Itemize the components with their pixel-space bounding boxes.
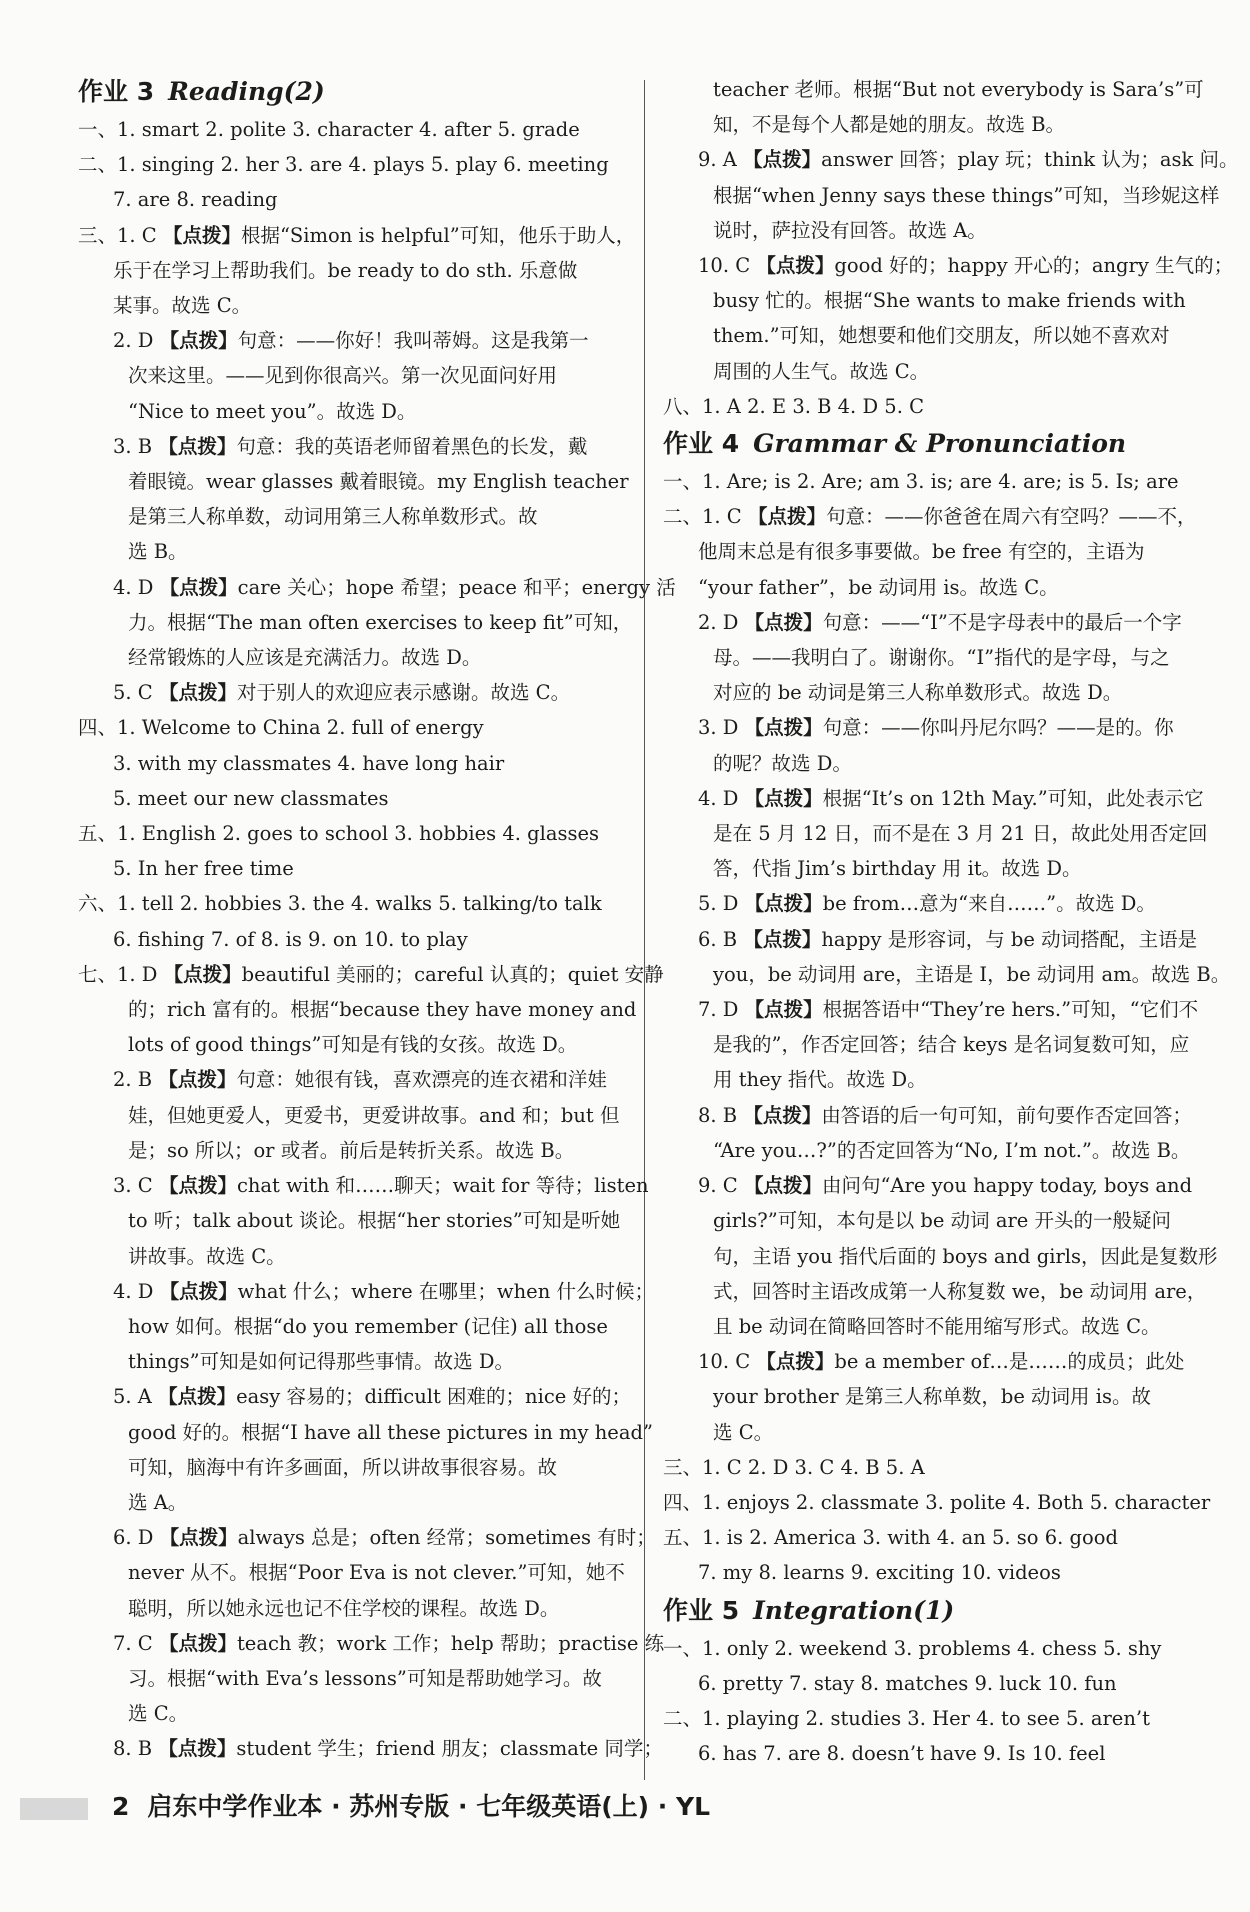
line-text: never 从不。根据“Poor Eva is not clever.”可知，她不 (128, 1561, 625, 1585)
hint-tag: 【点拨】 (158, 1737, 237, 1761)
line-text: 4. D (698, 786, 745, 810)
hint-text: good 好的；happy 开心的；angry 生气的； (834, 254, 1234, 278)
answer-line (78, 640, 625, 675)
answer-line (78, 1555, 625, 1590)
line-text: 9. A (698, 148, 744, 172)
answer-line (663, 1239, 1218, 1274)
line-text: 是在 5 月 12 日，而不是在 3 月 21 日，故此处用否定回 (713, 822, 1208, 846)
line-text: 三、1. C (78, 223, 163, 247)
line-text: 5. meet our new classmates (113, 786, 389, 810)
hint-text: 根据“Simon is helpful”可知，他乐于助人， (240, 223, 636, 247)
hint-text: answer 回答；play 玩；think 认为；ask 问。 (821, 148, 1239, 172)
hint-tag: 【点拨】 (158, 1068, 237, 1092)
answer-line (78, 781, 625, 816)
line-text: teacher 老师。根据“But not everybody is Sara’s”可 (713, 78, 1204, 101)
page-footer (20, 1790, 1020, 1824)
line-text: 讲故事。故选 C。 (128, 1244, 286, 1268)
hint-tag: 【点拨】 (158, 1631, 237, 1655)
answer-line (663, 1062, 1211, 1097)
answer-line (663, 534, 1211, 569)
answer-line (663, 1450, 1211, 1485)
line-text: 5. C (113, 681, 159, 705)
line-text: 娃，但她更爱人，更爱书，更爱讲故事。and 和；but 但 (128, 1103, 620, 1127)
heading-label: 作业 5 (663, 1595, 740, 1625)
answer-line (663, 1415, 1211, 1450)
line-text: 5. D (698, 892, 745, 916)
answer-line (78, 1626, 665, 1661)
line-text: 6. fishing 7. of 8. is 9. on 10. to play (113, 927, 468, 951)
hint-text: 根据答语中“They’re hers.”可知，“它们不 (822, 998, 1199, 1022)
answer-line (663, 1098, 1211, 1133)
line-text: 6. D (113, 1526, 160, 1550)
answer-line (663, 746, 1211, 781)
line-text: 4. D (113, 1279, 160, 1303)
answer-line (663, 499, 1211, 534)
answer-line (78, 1591, 625, 1626)
answer-line (78, 112, 625, 147)
right-column (663, 72, 1239, 1771)
line-text: 选 B。 (128, 540, 188, 564)
line-text: 周围的人生气。故选 C。 (713, 359, 930, 383)
answer-line (663, 675, 1211, 710)
answer-line (663, 886, 1211, 921)
line-text: 习。根据“with Eva’s lessons”可知是帮助她学习。故 (128, 1666, 602, 1690)
answer-line (663, 851, 1211, 886)
line-text: 一、1. smart 2. polite 3. character 4. after 5. grade (78, 118, 580, 141)
hint-tag: 【点拨】 (159, 1526, 238, 1550)
line-text: 7. are 8. reading (113, 188, 278, 212)
answer-line (78, 147, 625, 182)
hint-tag: 【点拨】 (158, 681, 237, 705)
answer-line (78, 1661, 625, 1696)
line-text: 6. pretty 7. stay 8. matches 9. luck 10. fun (698, 1671, 1117, 1695)
line-text: 3. C (113, 1174, 159, 1198)
answer-line (663, 1274, 1211, 1309)
answer-line (663, 992, 1211, 1027)
hint-tag: 【点拨】 (747, 505, 826, 529)
answer-line (663, 781, 1211, 816)
answer-line (78, 218, 636, 253)
answer-line (663, 354, 1211, 389)
heading-title: Grammar & Pronunciation (753, 429, 1127, 459)
answer-line (78, 746, 625, 781)
answer-line (663, 178, 1220, 213)
hint-text: 对于别人的欢迎应表示感谢。故选 C。 (236, 681, 571, 705)
line-text: 力。根据“The man often exercises to keep fit”可知， (128, 610, 633, 634)
answer-line (663, 1379, 1211, 1414)
line-text: 2. D (113, 329, 160, 353)
heading-title: Integration(1) (753, 1595, 955, 1625)
hint-tag: 【点拨】 (743, 148, 822, 172)
answer-line (78, 1520, 656, 1555)
hint-text: 句意：——你爸爸在周六有空吗？——不， (825, 505, 1197, 529)
hint-text: 由答语的后一句可知，前句要作否定回答； (821, 1103, 1192, 1127)
line-text: 一、1. only 2. weekend 3. problems 4. chess 5. shy (663, 1636, 1162, 1660)
hint-tag: 【点拨】 (744, 716, 823, 740)
line-text: 4. D (113, 575, 160, 599)
line-text: 6. has 7. are 8. doesn’t have 9. Is 10. feel (698, 1742, 1106, 1766)
hint-text: 句意：——“I”不是字母表中的最后一个字 (822, 610, 1182, 634)
answer-line (78, 710, 625, 745)
answer-line (663, 283, 1211, 318)
left-column (78, 72, 676, 1767)
section-heading (663, 424, 1211, 464)
hint-tag: 【点拨】 (744, 892, 823, 916)
hint-text: happy 是形容词，与 be 动词搭配，主语是 (821, 927, 1198, 951)
heading-label: 作业 4 (663, 429, 740, 459)
line-text: 聪明，所以她永远也记不住学校的课程。故选 D。 (128, 1596, 560, 1620)
line-text: your brother 是第三人称单数，be 动词用 is。故 (713, 1385, 1151, 1409)
answer-line (78, 323, 625, 358)
hint-tag: 【点拨】 (163, 962, 242, 986)
heading-label: 作业 3 (78, 77, 155, 106)
answer-line (663, 1203, 1211, 1238)
line-text: “Are you…?”的否定回答为“No, I’m not.”。故选 B。 (713, 1138, 1191, 1162)
answer-line (663, 816, 1211, 851)
answer-line (78, 1344, 625, 1379)
line-text: 是我的”，作否定回答；结合 keys 是名词复数可知，应 (713, 1033, 1190, 1057)
line-text: 是第三人称单数，动词用第三人称单数形式。故 (128, 505, 538, 529)
line-text: good 好的。根据“I have all these pictures in my head” (128, 1420, 653, 1444)
answer-line (663, 1485, 1211, 1520)
answer-line (78, 1485, 625, 1520)
line-text: 句，主语 you 指代后面的 boys and girls，因此是复数形 (713, 1244, 1218, 1268)
answer-line (663, 1133, 1211, 1168)
answer-line (78, 1239, 625, 1274)
line-text: 六、1. tell 2. hobbies 3. the 4. walks 5. talking/to talk (78, 892, 602, 916)
answer-line (78, 464, 629, 499)
line-text: 对应的 be 动词是第三人称单数形式。故选 D。 (713, 681, 1123, 705)
answer-line (78, 1309, 625, 1344)
hint-text: beautiful 美丽的；careful 认真的；quiet 安静 (241, 962, 664, 986)
line-text: “your father”，be 动词用 is。故选 C。 (698, 575, 1059, 599)
answer-line (663, 1027, 1211, 1062)
answer-line (78, 182, 625, 217)
answer-line (78, 605, 633, 640)
answer-line (78, 1133, 625, 1168)
line-text: 二、1. C (663, 505, 748, 529)
heading-title: Reading(2) (168, 77, 325, 106)
line-text: 七、1. D (78, 962, 164, 986)
answer-line (663, 605, 1211, 640)
line-text: 知，不是每个人都是她的朋友。故选 B。 (713, 113, 1066, 137)
hint-tag: 【点拨】 (743, 927, 822, 951)
hint-tag: 【点拨】 (756, 254, 835, 278)
hint-text: what 什么；where 在哪里；when 什么时候； (237, 1279, 654, 1303)
answer-line (78, 394, 625, 429)
answer-line (78, 1062, 625, 1097)
hint-text: 句意：她很有钱，喜欢漂亮的连衣裙和洋娃 (236, 1068, 607, 1092)
answer-line (663, 1666, 1211, 1701)
answer-line (78, 1696, 625, 1731)
answer-line (78, 534, 625, 569)
line-text: busy 忙的。根据“She wants to make friends with (713, 289, 1186, 313)
answer-line (78, 1379, 632, 1414)
answer-line (78, 1450, 625, 1485)
answer-line (78, 499, 625, 534)
hint-tag: 【点拨】 (756, 1350, 835, 1374)
line-text: 八、1. A 2. E 3. B 4. D 5. C (663, 394, 925, 418)
answer-line (78, 1027, 625, 1062)
answer-line (78, 992, 637, 1027)
answer-line (663, 710, 1211, 745)
line-text: 3. with my classmates 4. have long hair (113, 751, 505, 775)
answer-line (663, 464, 1211, 499)
line-text: 根据“when Jenny says these things”可知，当珍妮这样 (713, 183, 1220, 207)
line-text: 五、1. English 2. goes to school 3. hobbies 4. glasses (78, 822, 600, 846)
hint-text: 句意：——你好！我叫蒂姆。这是我第一 (237, 329, 589, 353)
line-text: how 如何。根据“do you remember (记住) all those (128, 1314, 608, 1338)
answer-line (663, 1520, 1211, 1555)
answer-line (78, 957, 664, 992)
line-text: 三、1. C 2. D 3. C 4. B 5. A (663, 1455, 925, 1479)
hint-text: be from…意为“来自……”。故选 D。 (822, 892, 1156, 916)
line-text: 7. D (698, 998, 745, 1022)
answer-line (78, 429, 625, 464)
answer-line (663, 1344, 1211, 1379)
answer-line (663, 1701, 1211, 1736)
answer-line (663, 107, 1211, 142)
page-number: 2 (112, 1792, 130, 1821)
answer-line (78, 253, 625, 288)
line-text: them.”可知，她想要和他们交朋友，所以她不喜欢对 (713, 324, 1170, 348)
line-text: 四、1. Welcome to China 2. full of energy (78, 716, 484, 740)
answer-line (78, 1098, 625, 1133)
answer-line (663, 213, 1211, 248)
hint-tag: 【点拨】 (162, 223, 241, 247)
line-text: 5. A (113, 1385, 159, 1409)
section-heading (663, 1591, 1211, 1631)
answer-line (78, 851, 625, 886)
line-text: 一、1. Are; is 2. Are; am 3. is; are 4. are; is 5. Is; are (663, 470, 1179, 494)
answer-line (663, 957, 1231, 992)
line-text: 次来这里。——见到你很高兴。第一次见面问好用 (128, 364, 558, 388)
answer-line (78, 675, 625, 710)
line-text: to 听；talk about 谈论。根据“her stories”可知是听她 (128, 1209, 621, 1233)
hint-tag: 【点拨】 (159, 575, 238, 599)
hint-tag: 【点拨】 (158, 434, 237, 458)
line-text: 7. my 8. learns 9. exciting 10. videos (698, 1561, 1061, 1585)
line-text: 选 A。 (128, 1490, 188, 1514)
line-text: 某事。故选 C。 (113, 294, 252, 318)
line-text: 7. C (113, 1631, 159, 1655)
answer-line (78, 1415, 653, 1450)
hint-text: 句意：——你叫丹尼尔吗？——是的。你 (822, 716, 1174, 740)
answer-line (663, 570, 1211, 605)
answer-line (663, 640, 1211, 675)
line-text: 说时，萨拉没有回答。故选 A。 (713, 218, 987, 242)
line-text: 二、1. playing 2. studies 3. Her 4. to see 5. aren’t (663, 1706, 1150, 1730)
hint-text: care 关心；hope 希望；peace 和平；energy 活 (237, 575, 676, 599)
line-text: 3. B (113, 434, 159, 458)
hint-text: 由问句“Are you happy today, boys and (821, 1174, 1193, 1198)
answer-line (78, 1731, 663, 1766)
line-text: 用 they 指代。故选 D。 (713, 1068, 927, 1092)
hint-text: be a member of…是……的成员；此处 (834, 1350, 1185, 1374)
line-text: 8. B (698, 1103, 744, 1127)
line-text: 2. D (698, 610, 745, 634)
line-text: 2. B (113, 1068, 159, 1092)
line-text: 二、1. singing 2. her 3. are 4. plays 5. play 6. meeting (78, 153, 609, 177)
line-text: you，be 动词用 are，主语是 I，be 动词用 am。故选 B。 (713, 962, 1231, 986)
answer-line (78, 1203, 625, 1238)
line-text: 经常锻炼的人应该是充满活力。故选 D。 (128, 646, 482, 670)
line-text: lots of good things”可知是有钱的女孩。故选 D。 (128, 1033, 578, 1057)
hint-tag: 【点拨】 (743, 1103, 822, 1127)
section-heading (78, 72, 625, 112)
hint-text: always 总是；often 经常；sometimes 有时； (237, 1526, 656, 1550)
hint-text: student 学生；friend 朋友；classmate 同学； (236, 1737, 663, 1761)
line-text: 3. D (698, 716, 745, 740)
answer-line (663, 389, 1211, 424)
hint-tag: 【点拨】 (744, 610, 823, 634)
hint-tag: 【点拨】 (158, 1385, 237, 1409)
line-text: 5. In her free time (113, 857, 294, 881)
answer-line (78, 570, 676, 605)
hint-text: 根据“It’s on 12th May.”可知，此处表示它 (822, 786, 1204, 810)
hint-text: chat with 和……聊天；wait for 等待；listen (236, 1174, 649, 1198)
hint-text: 句意：我的英语老师留着黑色的长发，戴 (236, 434, 588, 458)
answer-line (78, 816, 625, 851)
answer-line (663, 1555, 1211, 1590)
line-text: 母。——我明白了。谢谢你。“I”指代的是字母，与之 (713, 646, 1170, 670)
answer-line (663, 248, 1234, 283)
line-text: 10. C (698, 1350, 757, 1374)
answer-line (663, 1168, 1211, 1203)
answer-line (78, 288, 625, 323)
line-text: things”可知是如何记得那些事情。故选 D。 (128, 1350, 514, 1374)
answer-line (78, 1168, 649, 1203)
line-text: 6. B (698, 927, 744, 951)
line-text: 乐于在学习上帮助我们。be ready to do sth. 乐意做 (113, 258, 578, 282)
hint-tag: 【点拨】 (743, 1174, 822, 1198)
line-text: 且 be 动词在简略回答时不能用缩写形式。故选 C。 (713, 1314, 1161, 1338)
answer-line (663, 1631, 1211, 1666)
answer-line (663, 142, 1239, 177)
answer-line (78, 358, 625, 393)
answer-line (663, 922, 1211, 957)
line-text: 是；so 所以；or 或者。前后是转折关系。故选 B。 (128, 1138, 575, 1162)
hint-text: teach 教；work 工作；help 帮助；practise 练 (236, 1631, 665, 1655)
line-text: 的；rich 富有的。根据“because they have money and (128, 998, 637, 1022)
line-text: 可知，脑海中有许多画面，所以讲故事很容易。故 (128, 1455, 558, 1479)
answer-line (663, 72, 1211, 107)
line-text: 选 C。 (128, 1702, 189, 1726)
hint-text: easy 容易的；difficult 困难的；nice 好的； (236, 1385, 632, 1409)
hint-tag: 【点拨】 (744, 786, 823, 810)
answer-line (78, 886, 625, 921)
answer-line (663, 318, 1211, 353)
line-text: 8. B (113, 1737, 159, 1761)
hint-tag: 【点拨】 (158, 1174, 237, 1198)
hint-tag: 【点拨】 (159, 1279, 238, 1303)
line-text: 10. C (698, 254, 757, 278)
line-text: 着眼镜。wear glasses 戴着眼镜。my English teacher (128, 470, 629, 494)
answer-line (78, 1274, 654, 1309)
line-text: 答，代指 Jim’s birthday 用 it。故选 D。 (713, 857, 1082, 881)
line-text: “Nice to meet you”。故选 D。 (128, 399, 417, 423)
answer-line (663, 1309, 1211, 1344)
line-text: 的呢？故选 D。 (713, 751, 852, 775)
book-title: 启东中学作业本 · 苏州专版 · 七年级英语(上) · YL (147, 1792, 711, 1821)
line-text: 四、1. enjoys 2. classmate 3. polite 4. Both 5. character (663, 1490, 1211, 1514)
hint-tag: 【点拨】 (159, 329, 238, 353)
hint-tag: 【点拨】 (744, 998, 823, 1022)
line-text: 他周末总是有很多事要做。be free 有空的，主语为 (698, 540, 1145, 564)
answer-line (663, 1736, 1211, 1771)
line-text: girls?”可知，本句是以 be 动词 are 开头的一般疑问 (713, 1209, 1172, 1233)
answer-line (78, 922, 625, 957)
line-text: 五、1. is 2. America 3. with 4. an 5. so 6. good (663, 1526, 1118, 1550)
line-text: 选 C。 (713, 1420, 774, 1444)
line-text: 式，回答时主语改成第一人称复数 we，be 动词用 are， (713, 1279, 1207, 1303)
footer-gray-bar (20, 1798, 88, 1820)
line-text: 9. C (698, 1174, 744, 1198)
